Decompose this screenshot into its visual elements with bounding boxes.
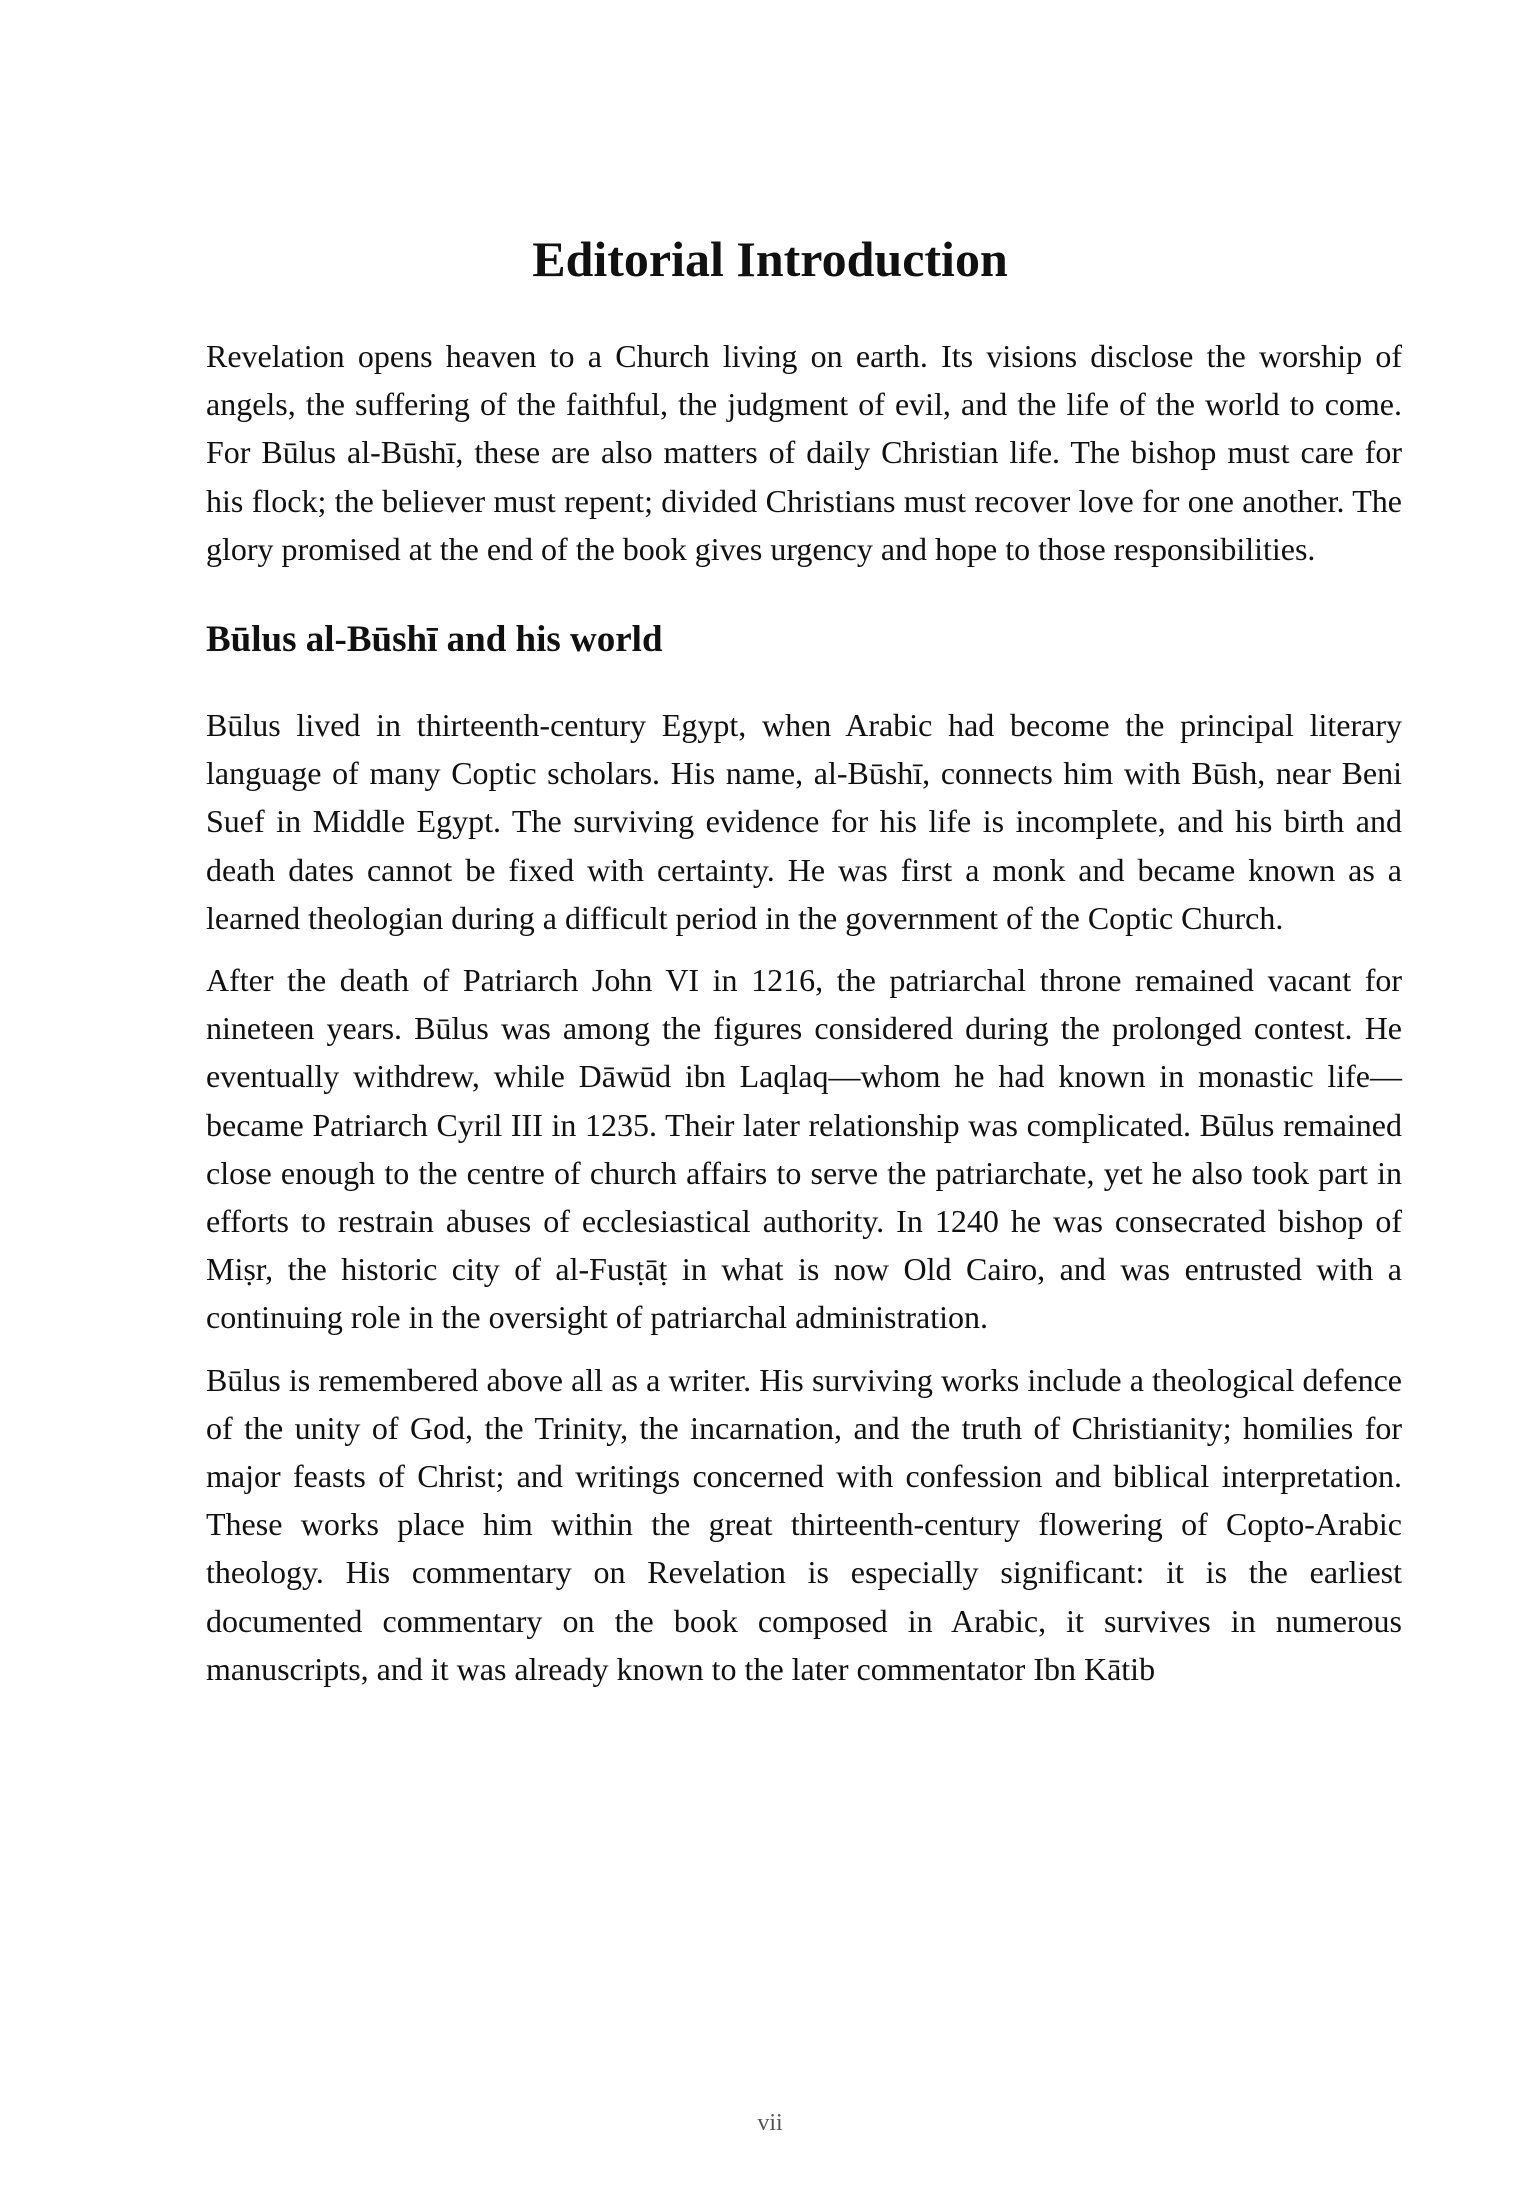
text-body (206, 332, 1402, 1693)
intro-paragraph: Revelation opens heaven to a Church living on earth. Its visions disclose the worship of angels, the suffering of the faithful, the judgment of evil, and the life of the world to come. For Būlus al-Būshī, these are also matters of daily Christian life. The bishop must care for his flock; the believer must repent; divided Christians must recover love for one another. The glory promised at the end of the book gives urgency and hope to those responsibilities. (206, 338, 1402, 567)
section-heading: Būlus al-Būshī and his world (206, 619, 663, 661)
page-number: vii (757, 2110, 783, 2136)
body-paragraph-3: Būlus is remembered above all as a writer. His surviving works include a theological defence of the unity of God, the Trinity, the incarnation, and the truth of Christianity; homilies for major feasts of Christ; and writings concerned with confession and biblical interpretation. These works place him within the great thirteenth-century flowering of Copto-Arabic theology. His commentary on Revelation is especially significant: it is the earliest documented commentary on the book composed in Arabic, it survives in numerous manuscripts, and it was already known to the later commentator Ibn Kātib (206, 1361, 1402, 1687)
body-paragraph-2: After the death of Patriarch John VI in 1216, the patriarchal throne remained vacant for nineteen years. Būlus was among the figures considered during the prolonged contest. He eventually withdrew, while Dāwūd ibn Laqlaq—whom he had known in monastic life—became Patriarch Cyril III in 1235. Their later relationship was complicated. Būlus remained close enough to the centre of church affairs to serve the patriarchate, yet he also took part in efforts to restrain abuses of ecclesiastical authority. In 1240 he was consecrated bishop of Miṣr, the historic city of al-Fusṭāṭ in what is now Old Cairo, and was entrusted with a continuing role in the oversight of patriarchal administration. (206, 962, 1402, 1336)
body-paragraph-1: Būlus lived in thirteenth-century Egypt, when Arabic had become the principal literary language of many Coptic scholars. His name, al-Būshī, connects him with Būsh, near Beni Suef in Middle Egypt. The surviving evidence for his life is incomplete, and his birth and death dates cannot be fixed with certainty. He was first a monk and became known as a learned theologian during a difficult period in the government of the Coptic Church. (206, 707, 1402, 936)
page-title: Editorial Introduction (532, 231, 1008, 287)
